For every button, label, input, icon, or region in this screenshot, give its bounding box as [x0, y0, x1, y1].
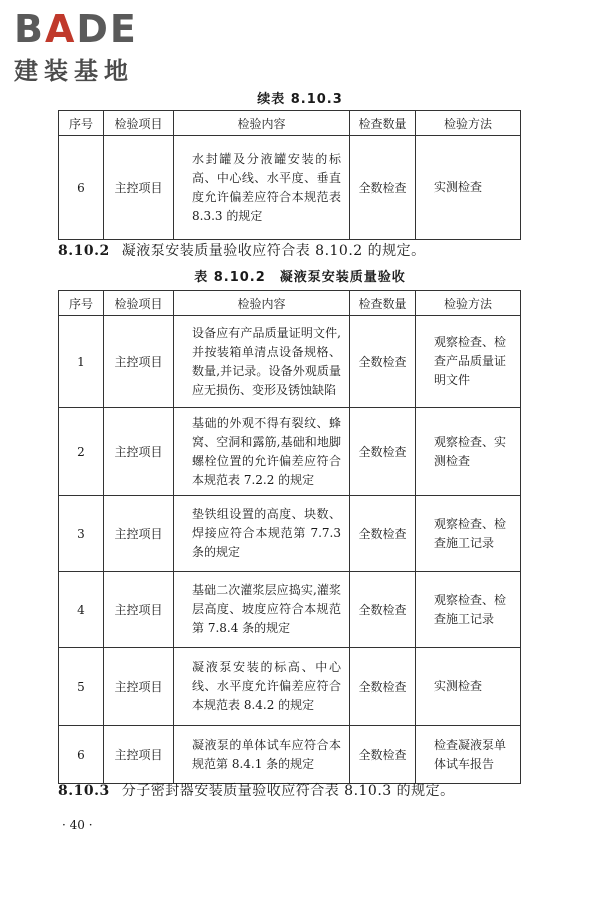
- clause-8-10-2: [58, 240, 426, 260]
- row-quantity: 全数检查: [350, 136, 416, 240]
- table-8-10-2: [58, 290, 521, 784]
- row-content: 设备应有产品质量证明文件,并按装箱单清点设备规格、数量,并记录。设备外观质量应无损伤、变形及锈蚀缺陷: [174, 316, 350, 408]
- row-no: 2: [59, 408, 104, 496]
- logo-subtitle: 建装基地: [14, 57, 134, 85]
- header-no: 序号: [59, 291, 104, 316]
- row-no: 1: [59, 316, 104, 408]
- row-item: 主控项目: [104, 496, 174, 572]
- row-quantity: 全数检查: [350, 572, 416, 648]
- clause-number: 8.10.2: [58, 243, 110, 259]
- header-item: 检验项目: [104, 111, 174, 136]
- row-content: 水封罐及分液罐安装的标高、中心线、水平度、垂直度允许偏差应符合本规范表 8.3.3 的规定: [174, 136, 350, 240]
- row-method: 观察检查、检查施工记录: [416, 496, 521, 572]
- table-row: [59, 648, 521, 726]
- row-item: 主控项目: [104, 726, 174, 784]
- table-header-row: [59, 111, 521, 136]
- table-row: [59, 572, 521, 648]
- header-item: 检验项目: [104, 291, 174, 316]
- header-content: 检验内容: [174, 111, 350, 136]
- header-quantity: 检查数量: [350, 111, 416, 136]
- clause-number: 8.10.3: [58, 783, 110, 799]
- logo: [14, 8, 138, 86]
- row-no: 6: [59, 136, 104, 240]
- row-quantity: 全数检查: [350, 496, 416, 572]
- row-quantity: 全数检查: [350, 316, 416, 408]
- row-method: 观察检查、检查施工记录: [416, 572, 521, 648]
- table-8-10-2-caption: [0, 266, 600, 285]
- row-method: 观察检查、检查产品质量证明文件: [416, 316, 521, 408]
- table-row: [59, 136, 521, 240]
- row-quantity: 全数检查: [350, 726, 416, 784]
- table-row: [59, 408, 521, 496]
- row-method: 检查凝液泵单体试车报告: [416, 726, 521, 784]
- table-caption-title: 凝液泵安装质量验收: [279, 270, 406, 285]
- row-method: 实测检查: [416, 136, 521, 240]
- row-item: 主控项目: [104, 572, 174, 648]
- row-item: 主控项目: [104, 408, 174, 496]
- row-content: 基础的外观不得有裂纹、蜂窝、空洞和露筋,基础和地脚螺栓位置的允许偏差应符合本规范表 7.2.2 的规定: [174, 408, 350, 496]
- row-no: 3: [59, 496, 104, 572]
- row-no: 5: [59, 648, 104, 726]
- row-quantity: 全数检查: [350, 648, 416, 726]
- clause-text: 凝液泵安装质量验收应符合表 8.10.2 的规定。: [121, 243, 426, 259]
- row-no: 4: [59, 572, 104, 648]
- header-no: 序号: [59, 111, 104, 136]
- row-method: 实测检查: [416, 648, 521, 726]
- clause-8-10-3: [58, 780, 455, 800]
- row-content: 垫铁组设置的高度、块数、焊接应符合本规范第 7.7.3 条的规定: [174, 496, 350, 572]
- header-content: 检验内容: [174, 291, 350, 316]
- clause-text: 分子密封器安装质量验收应符合表 8.10.3 的规定。: [121, 783, 455, 799]
- table-row: [59, 726, 521, 784]
- row-content: 基础二次灌浆层应捣实,灌浆层高度、坡度应符合本规范第 7.8.4 条的规定: [174, 572, 350, 648]
- continued-table-caption: 续表 8.10.3: [257, 92, 343, 107]
- table-caption-number: 表 8.10.2: [194, 270, 266, 285]
- header-method: 检验方法: [416, 111, 521, 136]
- table-row: [59, 496, 521, 572]
- header-quantity: 检查数量: [350, 291, 416, 316]
- table-row: [59, 316, 521, 408]
- row-item: 主控项目: [104, 316, 174, 408]
- header-method: 检验方法: [416, 291, 521, 316]
- table-header-row: [59, 291, 521, 316]
- row-quantity: 全数检查: [350, 408, 416, 496]
- row-item: 主控项目: [104, 136, 174, 240]
- page-number: · 40 ·: [62, 818, 93, 832]
- continued-table-8-10-3: [58, 110, 521, 240]
- row-method: 观察检查、实测检查: [416, 408, 521, 496]
- row-no: 6: [59, 726, 104, 784]
- logo-wordmark: BADE: [14, 7, 138, 51]
- row-content: 凝液泵的单体试车应符合本规范第 8.4.1 条的规定: [174, 726, 350, 784]
- row-item: 主控项目: [104, 648, 174, 726]
- row-content: 凝液泵安装的标高、中心线、水平度允许偏差应符合本规范表 8.4.2 的规定: [174, 648, 350, 726]
